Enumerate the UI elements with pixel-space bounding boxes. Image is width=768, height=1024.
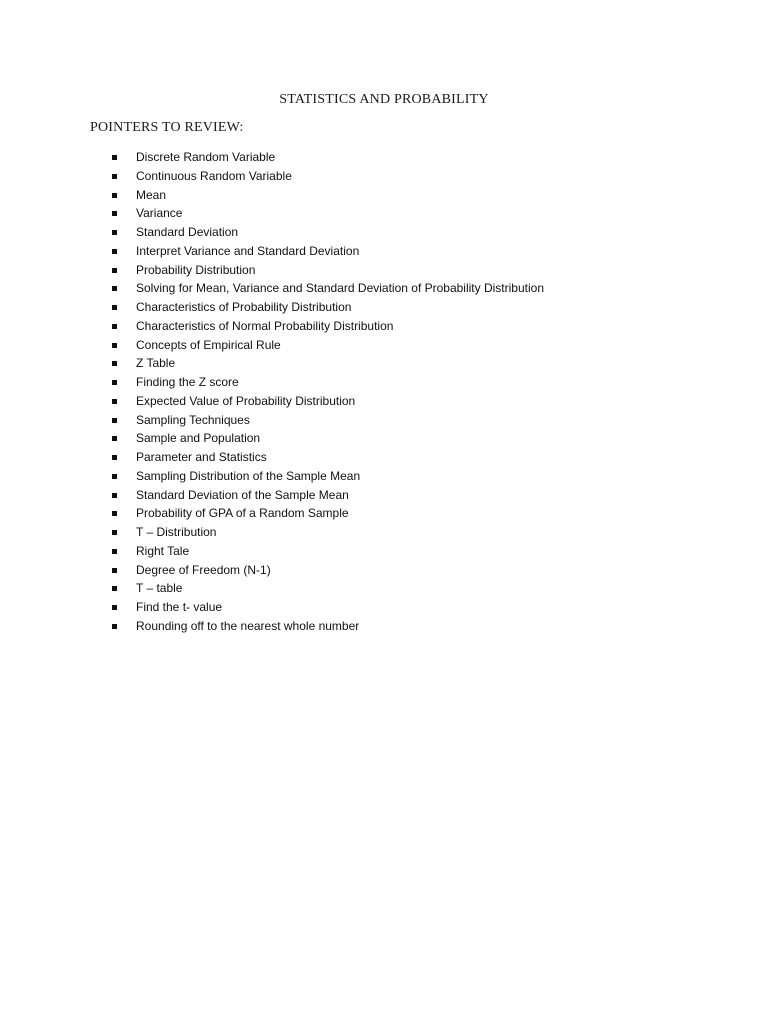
list-item-text: Probability of GPA of a Random Sample	[136, 506, 349, 521]
square-bullet-icon	[112, 511, 117, 516]
square-bullet-icon	[112, 343, 117, 348]
square-bullet-icon	[112, 436, 117, 441]
square-bullet-icon	[112, 380, 117, 385]
square-bullet-icon	[112, 193, 117, 198]
list-item-text: Z Table	[136, 356, 176, 371]
square-bullet-icon	[112, 249, 117, 254]
list-item-text: Sampling Techniques	[136, 412, 250, 427]
list-item-text: Characteristics of Normal Probability Distribution	[136, 318, 394, 333]
list-item-text: Standard Deviation	[136, 225, 239, 239]
square-bullet-icon	[112, 605, 117, 610]
square-bullet-icon	[112, 305, 117, 310]
list-item-text: T – Distribution	[136, 525, 217, 539]
square-bullet-icon	[112, 361, 117, 366]
list-item-text: Parameter and Statistics	[136, 450, 267, 464]
list-item-text: Interpret Variance and Standard Deviation	[136, 243, 360, 258]
square-bullet-icon	[112, 211, 117, 216]
square-bullet-icon	[112, 155, 117, 160]
list-item-text: Standard Deviation of the Sample Mean	[136, 487, 349, 502]
square-bullet-icon	[112, 530, 117, 535]
list-item-text: Right Tale	[136, 543, 190, 558]
square-bullet-icon	[112, 418, 117, 423]
square-bullet-icon	[112, 286, 117, 291]
square-bullet-icon	[112, 268, 117, 273]
list-item-text: Variance	[136, 206, 183, 221]
square-bullet-icon	[112, 474, 117, 479]
square-bullet-icon	[112, 586, 117, 591]
list-item-text: Continuous Random Variable	[136, 168, 292, 183]
square-bullet-icon	[112, 493, 117, 498]
list-item-text: Solving for Mean, Variance and Standard Deviation of Probability Distribution	[136, 281, 544, 296]
list-item-text: Concepts of Empirical Rule	[136, 337, 281, 352]
list-item-text: Probability Distribution	[136, 262, 256, 277]
list-item-text: Rounding off to the nearest whole number	[136, 618, 360, 633]
list-item-text: Mean	[136, 187, 167, 202]
square-bullet-icon	[112, 624, 117, 629]
list-item-text: Finding the Z score	[136, 375, 239, 389]
square-bullet-icon	[112, 174, 117, 179]
list-item-text: Discrete Random Variable	[136, 150, 276, 164]
list-item-text: T – table	[136, 581, 183, 596]
square-bullet-icon	[112, 549, 117, 554]
list-item-text: Expected Value of Probability Distribution	[136, 393, 356, 408]
square-bullet-icon	[112, 230, 117, 235]
list-item-text: Characteristics of Probability Distribution	[136, 300, 352, 314]
list-item-text: Find the t- value	[136, 600, 223, 614]
square-bullet-icon	[112, 399, 117, 404]
list-item-text: Sample and Population	[136, 431, 261, 446]
square-bullet-icon	[112, 455, 117, 460]
square-bullet-icon	[112, 568, 117, 573]
section-heading: POINTERS TO REVIEW:	[90, 120, 244, 135]
list-item-text: Degree of Freedom (N-1)	[136, 562, 271, 577]
list-item-text: Sampling Distribution of the Sample Mean	[136, 468, 361, 483]
square-bullet-icon	[112, 324, 117, 329]
page-title: STATISTICS AND PROBABILITY	[279, 92, 489, 107]
